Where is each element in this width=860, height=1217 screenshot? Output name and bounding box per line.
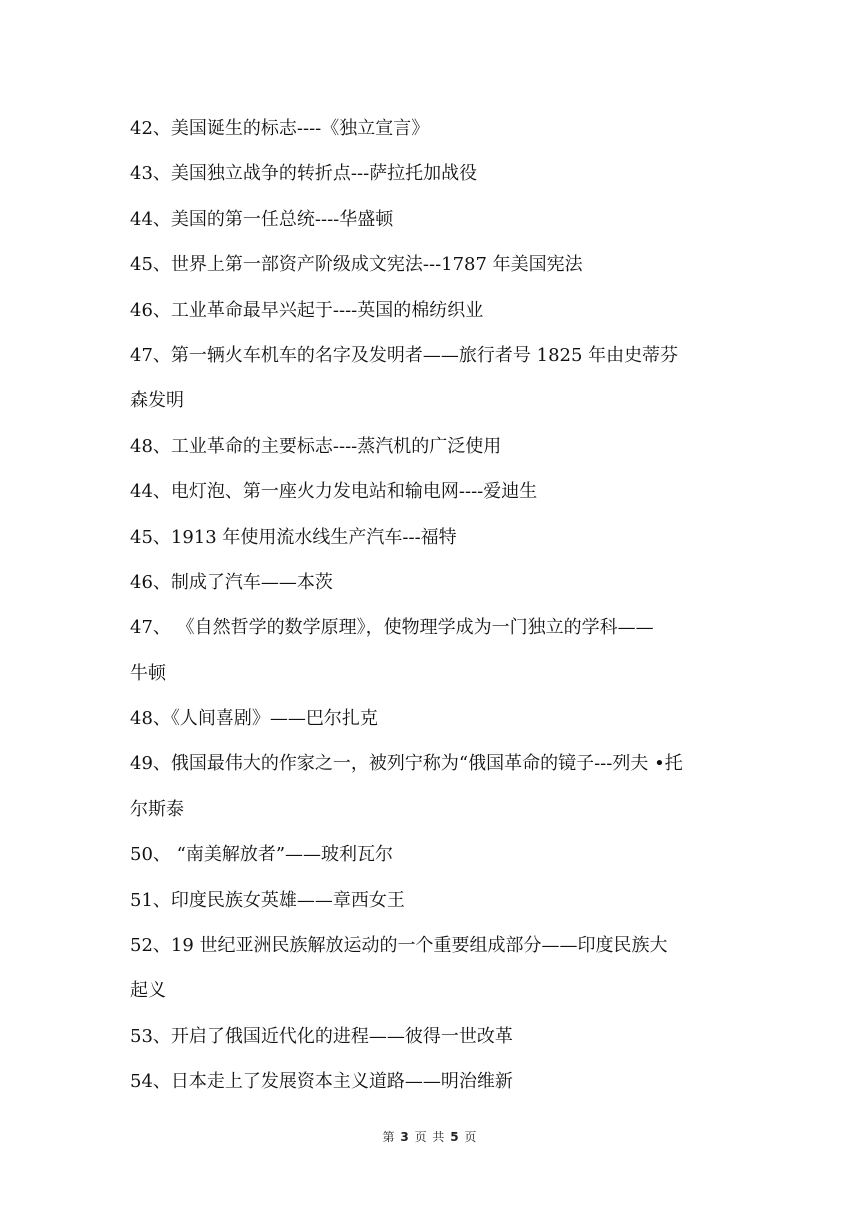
text-line: 53、开启了俄国近代化的进程——彼得一世改革 (130, 1025, 513, 1047)
text-line: 47、 《自然哲学的数学原理》，使物理学成为一门独立的学科—— (130, 617, 654, 639)
text-line: 46、工业革命最早兴起于----英国的棉纺织业 (130, 299, 484, 321)
text-line: 45、世界上第一部资产阶级成文宪法---1787 年美国宪法 (130, 254, 583, 276)
footer-suffix: 页 (464, 1130, 478, 1144)
current-page-number: 3 (400, 1130, 410, 1144)
page-footer (0, 1128, 860, 1145)
text-line: 47、第一辆火车机车的名字及发明者——旅行者号 1825 年由史蒂芬 (130, 344, 679, 366)
text-line: 51、印度民族女英雄——章西女王 (130, 889, 405, 911)
footer-middle: 页 共 (414, 1130, 446, 1144)
text-line: 44、美国的第一任总统----华盛顿 (130, 208, 394, 230)
footer-prefix: 第 (382, 1130, 396, 1144)
text-line: 49、俄国最伟大的作家之一，被列宁称为“俄国革命的镜子---列夫 •托 (130, 753, 683, 775)
text-line: 牛顿 (130, 662, 166, 684)
document-body (130, 106, 740, 1105)
text-line: 52、19 世纪亚洲民族解放运动的一个重要组成部分——印度民族大 (130, 935, 668, 957)
text-line: 44、电灯泡、第一座火力发电站和输电网----爱迪生 (130, 481, 538, 503)
text-line: 森发明 (130, 390, 184, 412)
text-line: 46、制成了汽车——本茨 (130, 571, 333, 593)
total-pages-number: 5 (450, 1130, 460, 1144)
text-line: 54、日本走上了发展资本主义道路——明治维新 (130, 1071, 513, 1093)
text-line: 48、工业革命的主要标志----蒸汽机的广泛使用 (130, 435, 502, 457)
text-line: 起义 (130, 980, 166, 1002)
text-line: 42、美国诞生的标志----《独立宣言》 (130, 118, 430, 139)
text-line: 45、1913 年使用流水线生产汽车---福特 (130, 526, 457, 548)
text-line: 尔斯泰 (130, 798, 184, 820)
text-line: 48、《人间喜剧》——巴尔扎克 (130, 708, 378, 730)
text-line: 50、 “南美解放者”——玻利瓦尔 (130, 844, 394, 866)
text-line: 43、美国独立战争的转折点---萨拉托加战役 (130, 163, 478, 185)
